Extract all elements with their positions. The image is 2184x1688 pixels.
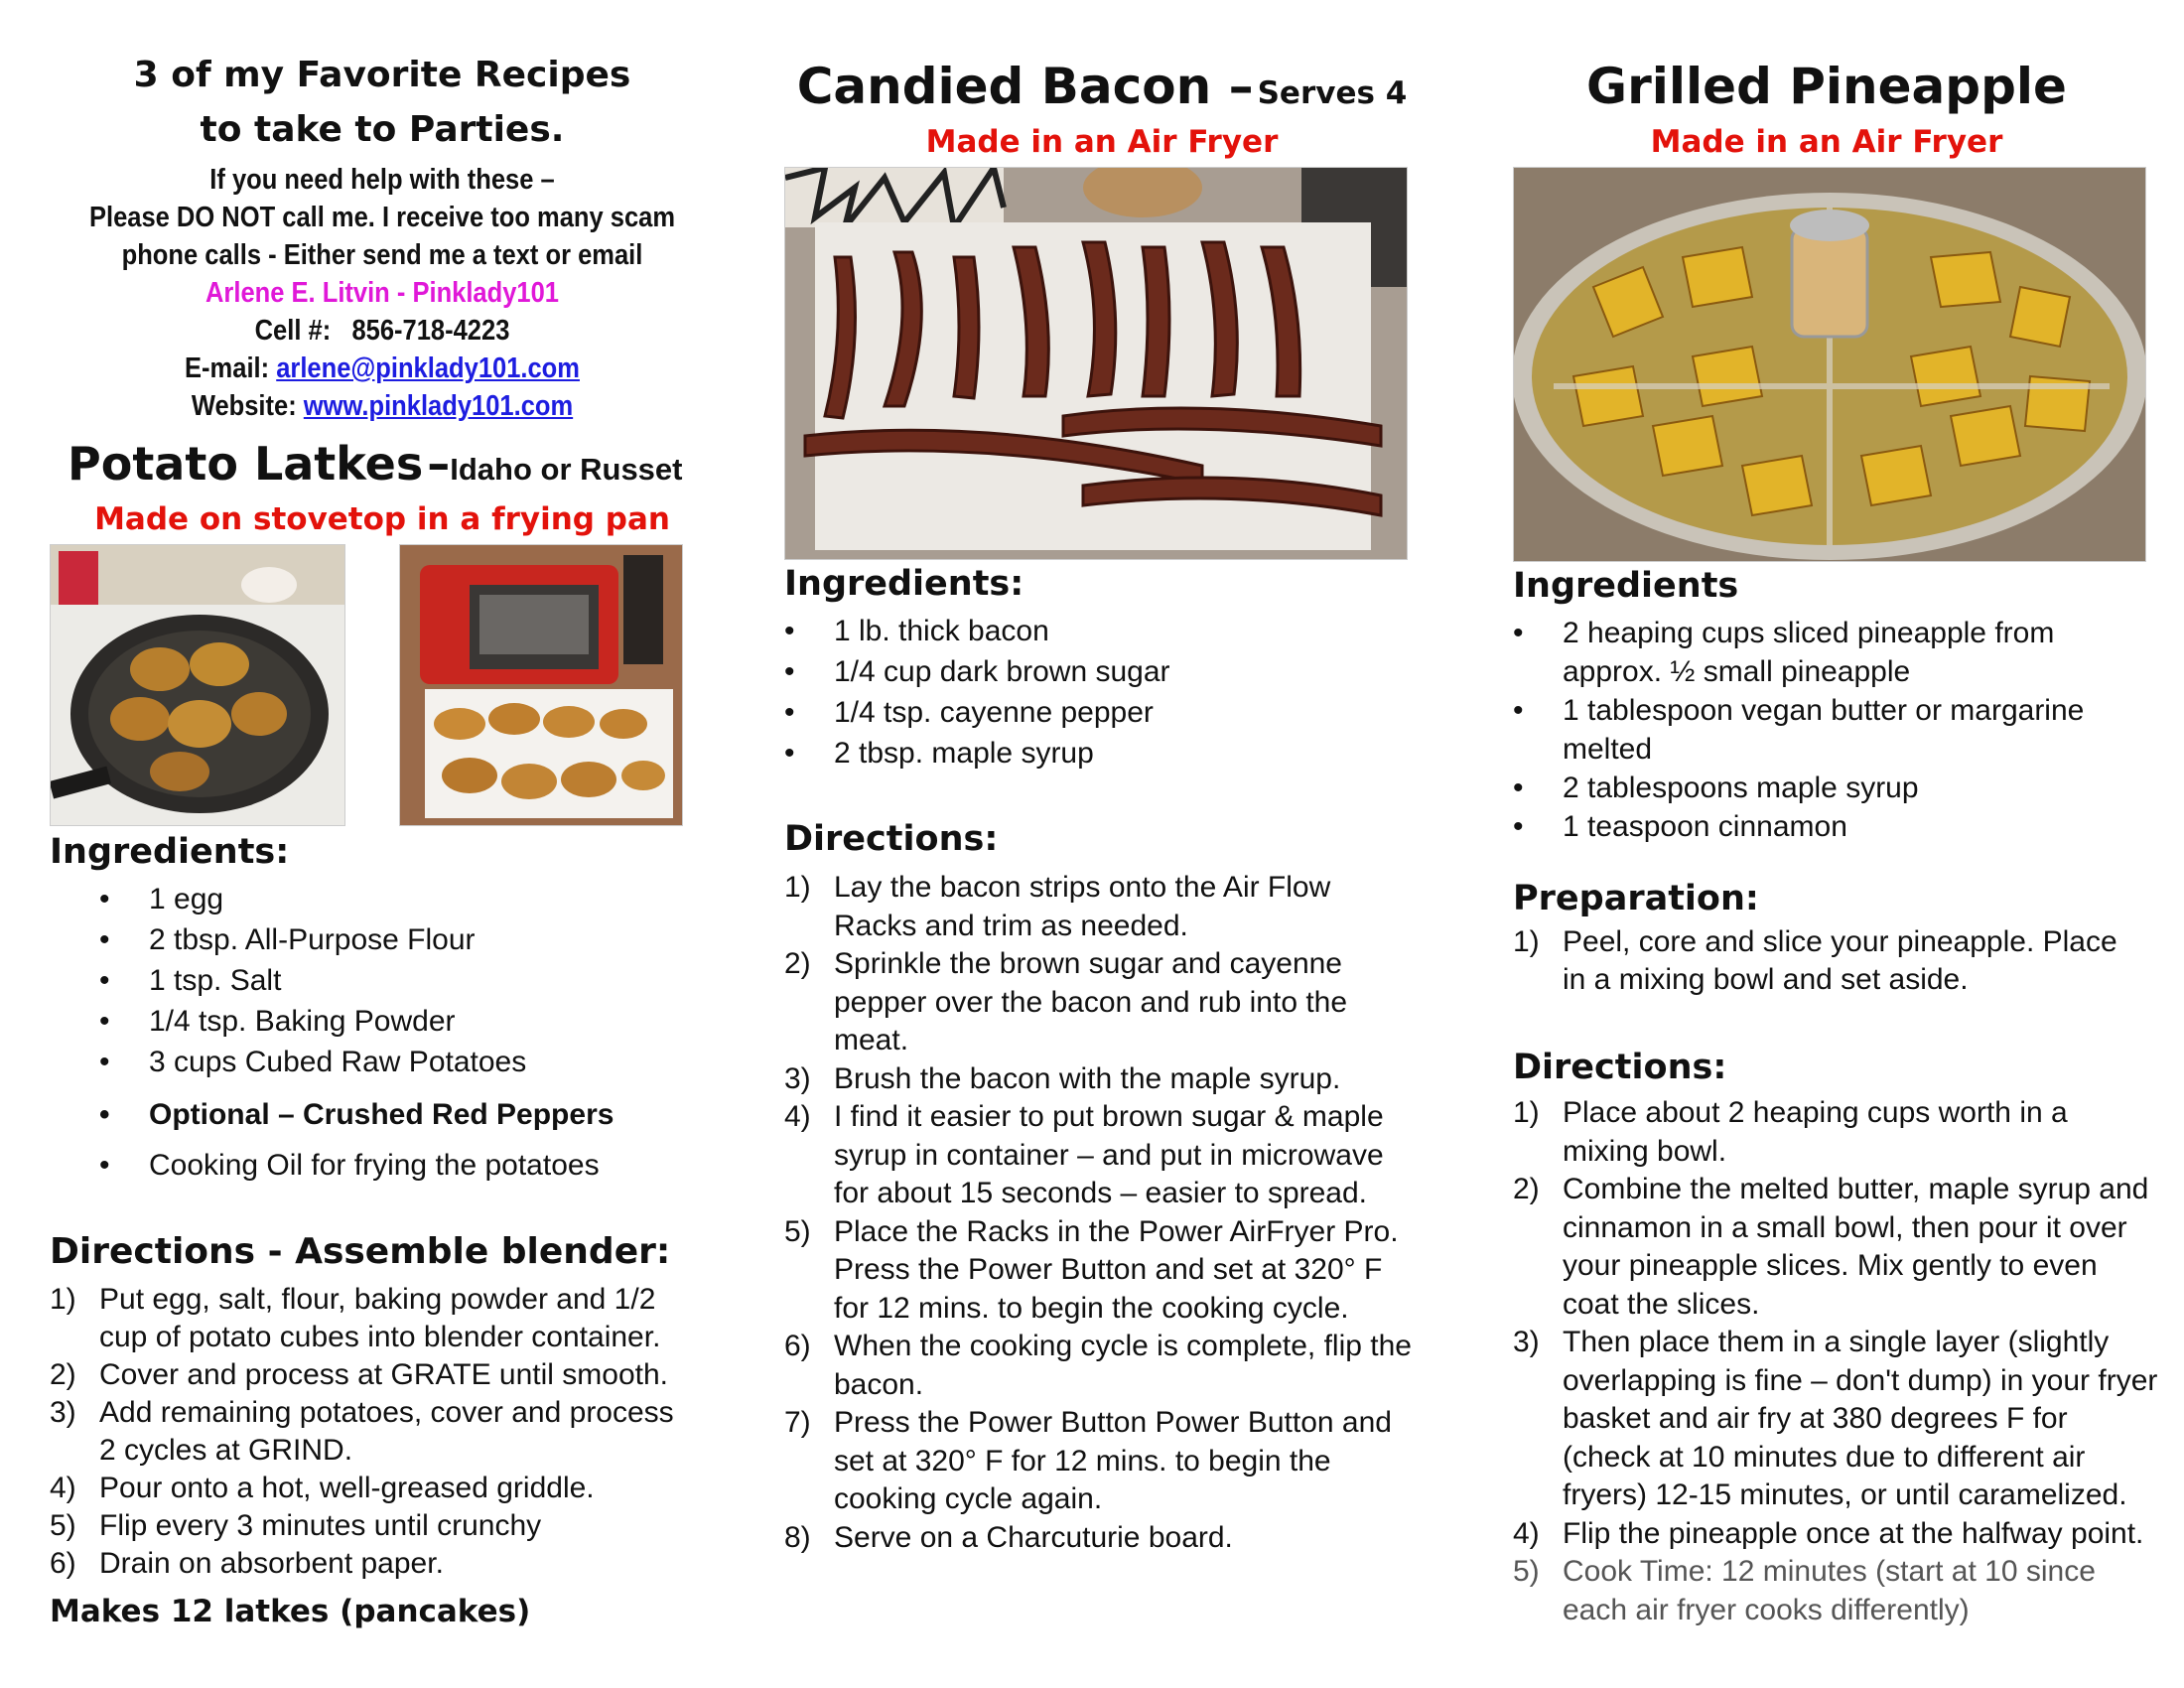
list-item: 4) Pour onto a hot, well-greased griddle. [50,1472,595,1504]
list-item: 1) Peel, core and slice your pineapple. Place in a mixing bowl and set aside. [1513,925,2117,996]
latkes-ingredients-heading: Ingredients: [50,832,290,872]
list-item-optional: • Optional – Crushed Red Peppers [99,1094,695,1135]
pineapple-method: Made in an Air Fryer [1650,124,2003,160]
list-item: • 2 heaping cups sliced pineapple from approx. ½ small pineapple [1513,614,2148,691]
list-item: • 1 tsp. Salt [99,960,695,1001]
website-link[interactable]: www.pinklady101.com [303,390,574,422]
list-item: • 1/4 tsp. Baking Powder [99,1001,695,1042]
bacon-ingredients-heading: Ingredients: [784,564,1024,604]
list-item: 5) Flip every 3 minutes until crunchy [50,1509,542,1542]
cell-number: 856-718-4223 [351,315,510,347]
bacon-ingredients-list [784,611,1400,774]
list-item: • 1/4 cup dark brown sugar [784,651,1400,692]
help-text [80,161,683,425]
latkes-ingredients-list [99,879,695,1186]
cell-label: Cell #: [254,315,332,347]
list-item: • 3 cups Cubed Raw Potatoes [99,1042,695,1082]
list-item: 5) Place the Racks in the Power AirFryer Pro. Press the Power Button and set at 320° F for 12 mins. to begin the cooking cycle. [784,1214,1399,1325]
latkes-title-dash: – [427,437,451,491]
website-line [80,387,683,425]
email-link[interactable]: arlene@pinklady101.com [276,352,580,384]
list-item: 7) Press the Power Button Power Button and set at 320° F for 12 mins. to begin the cooking cycle again. [784,1406,1392,1515]
list-item: 2) Cover and process at GRATE until smooth. [50,1358,669,1391]
latkes-title-note: Idaho or Russet [450,452,683,487]
list-item: 1) Lay the bacon strips onto the Air Flow Racks and trim as needed. [784,871,1331,942]
list-item: 5) Cook Time: 12 minutes (start at 10 since each air fryer cooks differently) [1513,1555,2096,1626]
list-item: • 2 tbsp. All-Purpose Flour [99,919,695,960]
bacon-title [774,58,1430,115]
pineapple-photo [1513,167,2146,562]
list-item: 3) Add remaining potatoes, cover and process 2 cycles at GRIND. [50,1396,674,1467]
list-item: • 1 egg [99,879,695,919]
list-item: 2) Sprinkle the brown sugar and cayenne pepper over the bacon and rub into the meat. [784,947,1348,1056]
list-item: • 1 tablespoon vegan butter or margarine melted [1513,691,2148,769]
pineapple-directions-heading: Directions: [1513,1048,1727,1087]
bacon-method: Made in an Air Fryer [925,124,1279,160]
bacon-directions-heading: Directions: [784,819,999,859]
latkes-title [68,437,743,491]
bacon-title-text: Candied Bacon – [796,58,1254,115]
list-item: 1) Put egg, salt, flour, baking powder and 1/2 cup of potato cubes into blender container. [50,1283,661,1353]
author-name: Arlene E. Litvin - Pinklady101 [205,277,559,309]
pineapple-preparation-heading: Preparation: [1513,879,1759,918]
latkes-pan-photo [50,544,345,826]
pineapple-directions-list [1513,1094,2158,1629]
latkes-plate-photo [399,544,683,826]
help-line-3: phone calls - Either send me a text or email [121,239,643,271]
website-label: Website: [191,390,297,422]
help-line-2: Please DO NOT call me. I receive too many scam [88,202,676,233]
latkes-yield: Makes 12 latkes (pancakes) [50,1594,531,1629]
list-item: • 1/4 tsp. cayenne pepper [784,692,1400,733]
list-item: 6) Drain on absorbent paper. [50,1547,444,1580]
list-item: • 1 teaspoon cinnamon [1513,807,2148,846]
bacon-photo [784,167,1408,560]
email-line [80,350,683,387]
bacon-directions-list [784,869,1420,1557]
list-item: 2) Combine the melted butter, maple syrup and cinnamon in a small bowl, then pour it over your pineapple slices. Mix gently to even coat the slices. [1513,1173,2149,1321]
list-item: 8) Serve on a Charcuturie board. [784,1520,1233,1554]
bacon-serves: Serves 4 [1257,75,1408,111]
help-line-1: If you need help with these – [209,164,555,196]
list-item: 3) Then place them in a single layer (slightly overlapping is fine – don't dump) in your fryer basket and air fry at 380 degrees F for (check at 10 minutes due to different air fryers) 12-15 minutes, or until caramelized. [1513,1326,2158,1511]
list-item: 1) Place about 2 heaping cups worth in a mixing bowl. [1513,1096,2068,1168]
pineapple-ingredients-heading: Ingredients [1513,566,1739,606]
latkes-directions-list [50,1281,685,1583]
pineapple-ingredients-list [1513,614,2148,846]
list-item: 4) I find it easier to put brown sugar & maple syrup in container – and put in microwave for about 15 seconds – easier to spread. [784,1100,1384,1209]
email-label: E-mail: [185,352,270,384]
list-item: 6) When the cooking cycle is complete, flip the bacon. [784,1330,1412,1401]
pineapple-preparation-list [1513,923,2148,999]
latkes-directions-heading: Directions - Assemble blender: [50,1231,671,1272]
intro-line-1: 3 of my Favorite Recipes [133,55,631,95]
latkes-title-text: Potato Latkes [68,437,424,491]
intro-line-2: to take to Parties. [200,109,565,150]
list-item: 4) Flip the pineapple once at the halfway point. [1513,1516,2144,1550]
list-item: • 2 tablespoons maple syrup [1513,769,2148,807]
pineapple-title: Grilled Pineapple [1586,58,2067,115]
list-item: • 1 lb. thick bacon [784,611,1400,651]
list-item: • Cooking Oil for frying the potatoes [99,1145,695,1186]
latkes-method: Made on stovetop in a frying pan [94,501,670,537]
cell-line [80,312,683,350]
list-item: 3) Brush the bacon with the maple syrup. [784,1061,1341,1095]
list-item: • 2 tbsp. maple syrup [784,733,1400,774]
